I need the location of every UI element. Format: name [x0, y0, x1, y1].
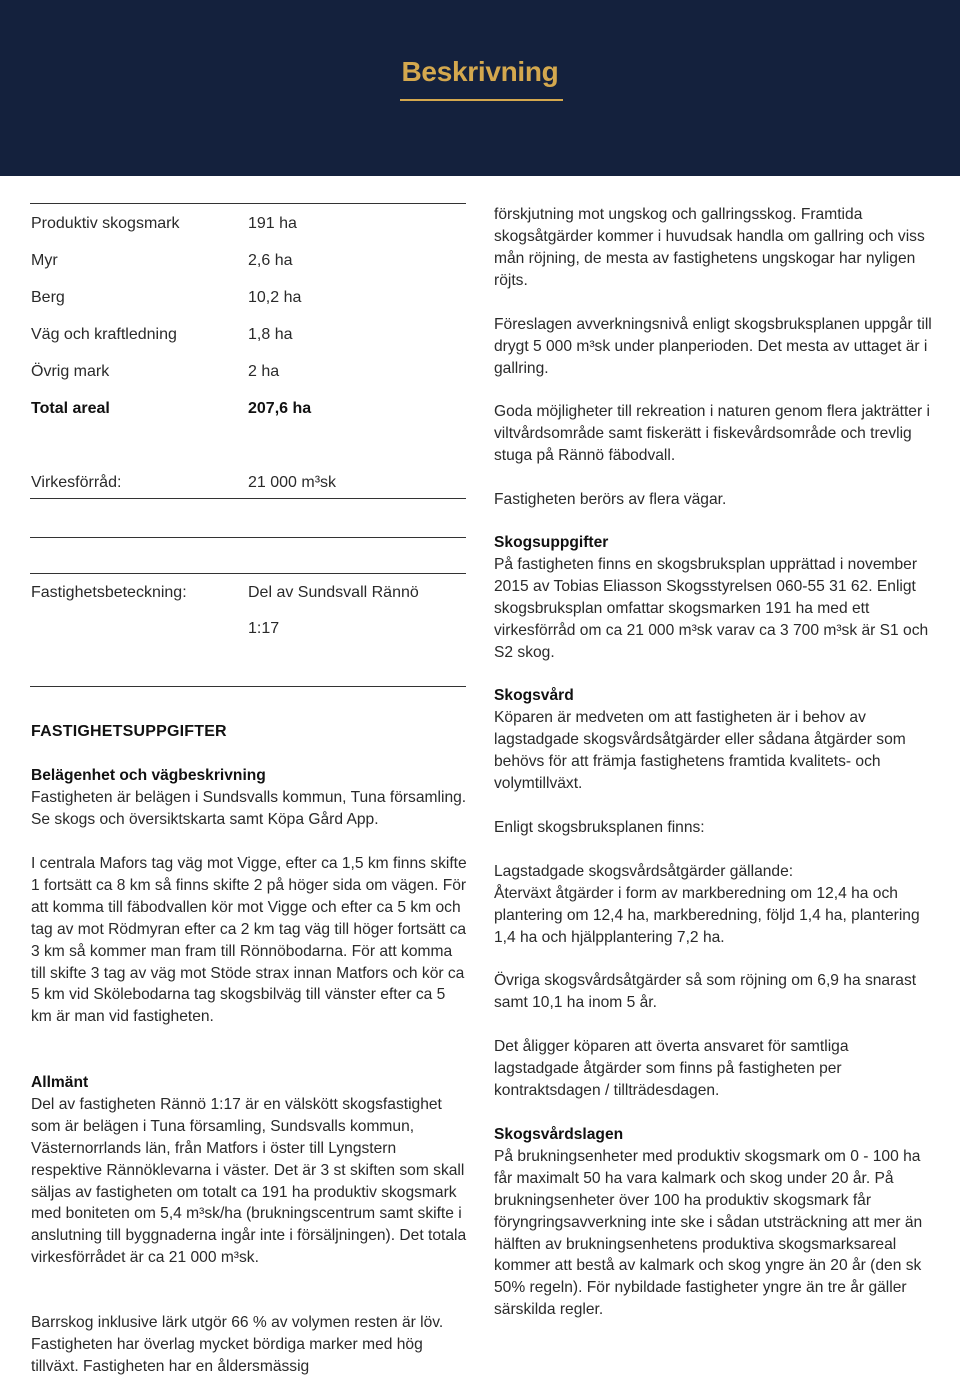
right-paragraph-4: Fastigheten berörs av flera vägar. — [494, 491, 727, 508]
designation-top-rule — [30, 537, 466, 538]
designation-value-number: 1:17 — [248, 620, 280, 637]
general-paragraph — [31, 1072, 468, 1269]
fact-label: Myr — [31, 252, 58, 269]
fact-label: Produktiv skogsmark — [31, 215, 180, 232]
designation-bottom-rule — [30, 686, 466, 687]
location-heading: Belägenhet och vägbeskrivning — [31, 767, 266, 784]
skogsvard-paragraph — [494, 685, 932, 795]
skogsvardslagen-heading: Skogsvårdslagen — [494, 1126, 624, 1143]
right-paragraph-3: Goda möjligheter till rekreation i naturen genom flera jakträtter i viltvårdsområde samt fiskerätt i fiskevårdsområde och trevlig stuga på Rännö fäbodvall. — [494, 403, 930, 464]
ansvar-text: Det åligger köparen att överta ansvaret för samtliga lagstadgade åtgärder som finns på fastigheten per kontraktsdagen / tillträdesdagen. — [494, 1038, 849, 1099]
skogsvard-heading: Skogsvård — [494, 687, 574, 704]
section-title: FASTIGHETSUPPGIFTER — [31, 723, 227, 740]
facts-top-rule — [30, 203, 466, 204]
directions-text: I centrala Mafors tag väg mot Vigge, efter ca 1,5 km finns skifte 1 fortsätt ca 8 km så finns skifte 2 på höger sida om vägen. För att komma till fäbodvallen kör mot Vigge och efter ca 5 km och tag av mot Rödmyran efter ca 2 km tag väg till höger fortsätt ca 3 km så kommer man fram till Rönnöbodarna. För att komma till skifte 3 tag av väg mot Stöde strax innan Matfors och kör ca 5 km vid Skölebodarna tag skogsbilväg till vänster efter ca 5 km är man vid fastigheten. — [31, 855, 467, 1026]
designation-value: Del av Sundsvall Rännö — [248, 584, 419, 601]
skogsuppgifter-heading: Skogsuppgifter — [494, 534, 609, 551]
lagstadgade-text: Återväxt åtgärder i form av markberedning om 12,4 ha och plantering om 12,4 ha, markberedning, följd 1,4 ha, plantering 1,4 ha och hjälpplantering 7,2 ha. — [494, 884, 920, 946]
fact-value: 10,2 ha — [248, 289, 302, 306]
skogsvardslagen-text: På brukningsenheter med produktiv skogsmark om 0 - 100 ha får maximalt 50 ha vara kalmark och skog under 20 år. På brukningsenheter över 100 ha produktiv skogsmark får föryngringsavverkning inte ske i sådan utsträckning att mer än hälften av brukningsenhetens produktiva skogsmarksareal kommer att bestå av kalmark och skog yngre än 20 år (den sk 50% regeln). För nybildade fastigheter yngre än tre år gäller särskilda regler. — [494, 1147, 923, 1319]
total-area-value: 207,6 ha — [248, 400, 312, 417]
volume-label: Virkesförråd: — [31, 474, 122, 491]
fact-label: Övrig mark — [31, 363, 110, 380]
skogsuppgifter-text: På fastigheten finns en skogsbruksplan upprättad i november 2015 av Tobias Eliasson Skogsstyrelsen 060-55 31 62. Enligt skogsbruksplan omfattar skogsmarken 191 ha med ett virkesförråd om ca 21 000 m³sk varav ca 3 700 m³sk är S1 och S2 skog. — [494, 555, 929, 661]
right-paragraph-1: förskjutning mot ungskog och gallringsskog. Framtida skogsåtgärder kommer i huvudsak handla om gallring och viss mån röjning, de mesta av fastighetens ungskogar har nyligen röjts. — [494, 206, 925, 289]
ovriga-text: Övriga skogsvårdsåtgärder så som röjning om 6,9 ha snarast samt 10,1 ha inom 5 år. — [494, 972, 917, 1011]
title-underline — [400, 99, 563, 101]
lagstadgade-paragraph — [494, 861, 932, 949]
facts-mid-rule — [30, 498, 466, 499]
fact-label: Berg — [31, 289, 65, 306]
general-heading: Allmänt — [31, 1074, 89, 1091]
designation-rule — [30, 573, 466, 574]
location-text: Fastigheten är belägen i Sundsvalls kommun, Tuna församling. Se skogs och översiktskarta samt Köpa Gård App. — [31, 788, 467, 828]
forest-text: Barrskog inklusive lärk utgör 66 % av volymen resten är löv. Fastigheten har överlag mycket bördiga marker med hög tillväxt. Fastigheten har en åldersmässig — [31, 1314, 444, 1375]
fact-value: 1,8 ha — [248, 326, 293, 343]
general-text: Del av fastigheten Rännö 1:17 är en välskött skogsfastighet som är belägen i Tuna församling, Sundsvalls kommun, Västernorrlands län, från Matfors i öster till Lyngstern respektive Rännöklevarna i väster. Det är 3 st skiften som skall säljas av fastigheten om totalt ca 191 ha produktiv skogsmark med boniteten om 5,4 m³sk/ha (brukningscentrum samt skifte i anslutning till byggnaderna ingår inte i försäljningen). Det totala virkesförrådet är ca 21 000 m³sk. — [31, 1095, 467, 1267]
lagstadgade-line: Lagstadgade skogsvårdsåtgärder gällande: — [494, 863, 794, 880]
location-paragraph — [31, 765, 468, 831]
page-title: Beskrivning — [401, 56, 559, 87]
skogsvard-text: Köparen är medveten om att fastigheten är i behov av lagstadgade skogsvårdsåtgärder eller sådana åtgärder som behövs för att främja fastighetens framtida kvalitets- och volymtillväxt. — [494, 708, 906, 792]
right-paragraph-2: Föreslagen avverkningsnivå enligt skogsbruksplanen uppgår till drygt 5 000 m³sk under planperioden. Det mesta av uttaget är i gallring. — [494, 316, 932, 377]
fact-label: Väg och kraftledning — [31, 326, 177, 343]
total-area-label: Total areal — [31, 400, 110, 417]
header-band — [0, 0, 960, 176]
skogsvardslagen-paragraph — [494, 1124, 932, 1321]
plan-intro: Enligt skogsbruksplanen finns: — [494, 819, 705, 836]
fact-value: 2 ha — [248, 363, 280, 380]
volume-value: 21 000 m³sk — [248, 474, 337, 491]
designation-label: Fastighetsbeteckning: — [31, 584, 187, 601]
fact-value: 191 ha — [248, 215, 297, 232]
skogsuppgifter-paragraph — [494, 532, 932, 663]
fact-value: 2,6 ha — [248, 252, 293, 269]
